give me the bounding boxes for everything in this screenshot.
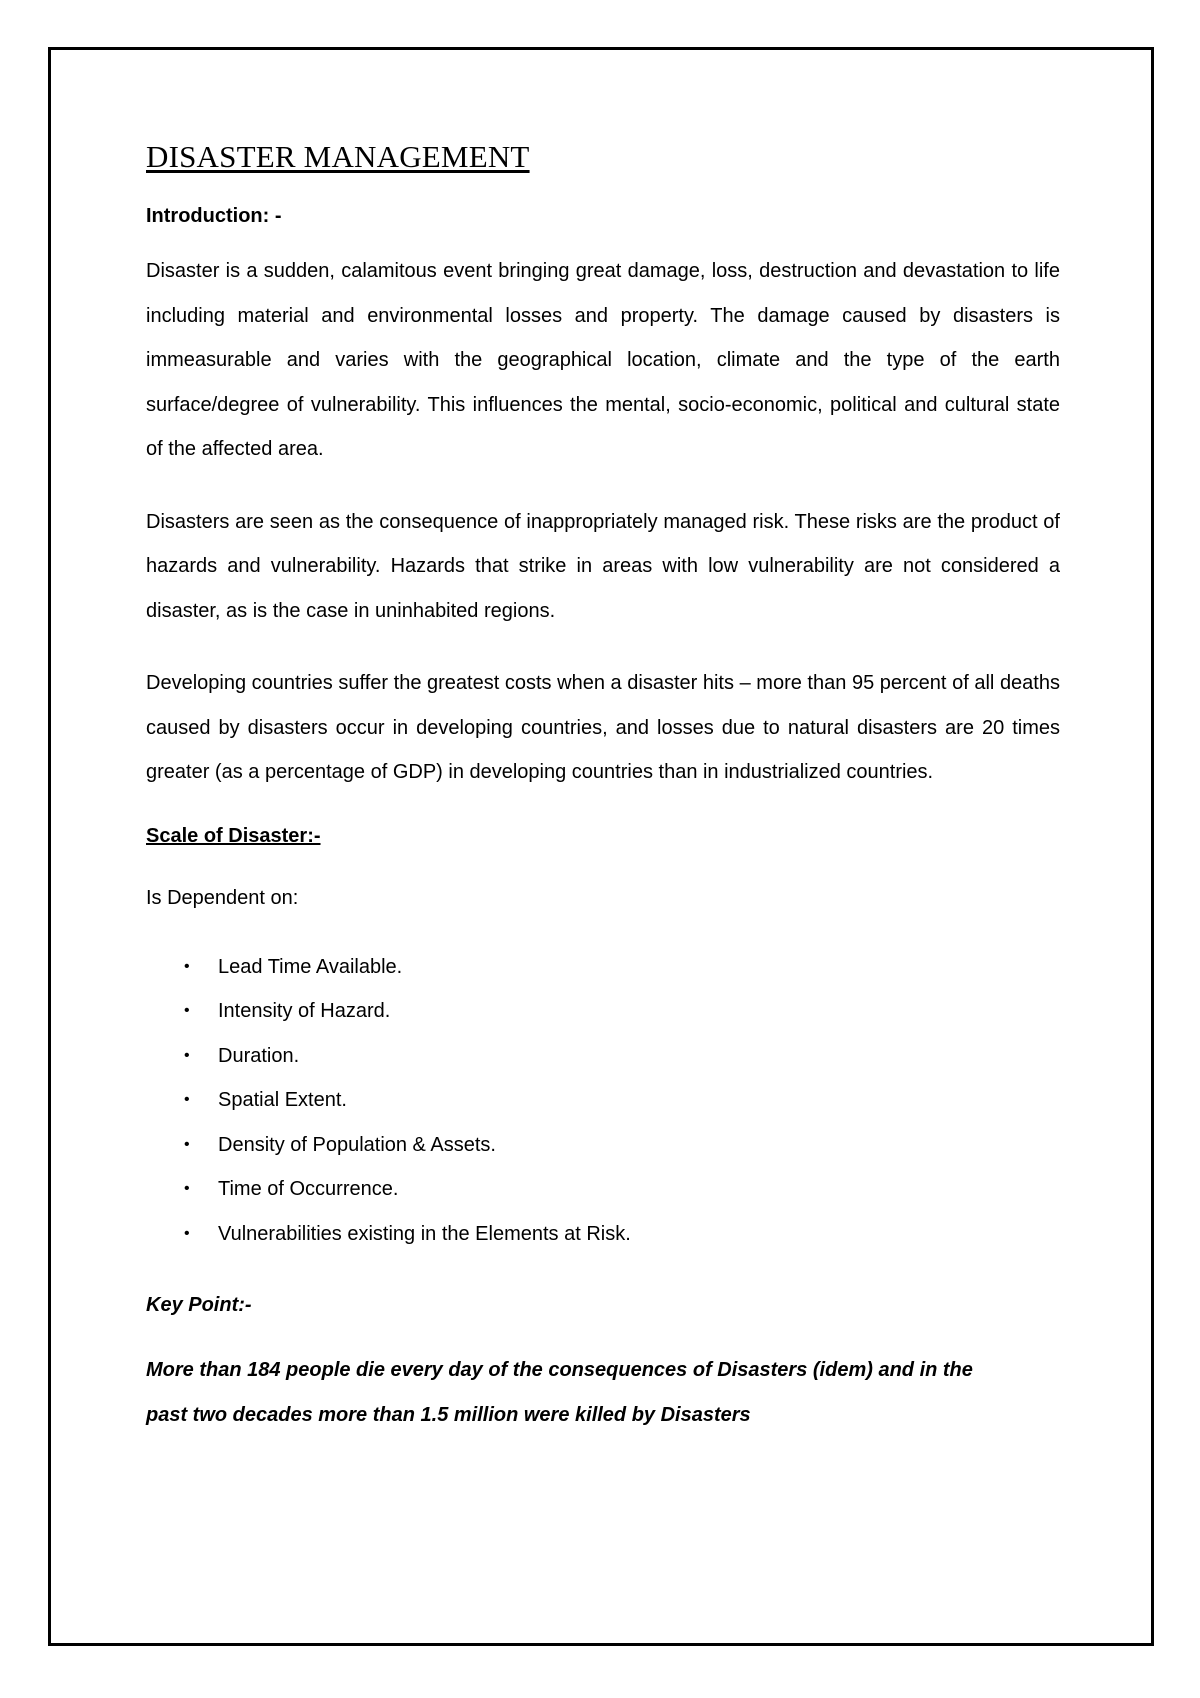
key-point-line-2: past two decades more than 1.5 million were killed by Disasters [146, 1403, 751, 1426]
bullet-icon: • [184, 1224, 190, 1242]
list-item-text: Duration. [218, 1044, 300, 1067]
list-item-text: Vulnerabilities existing in the Elements at Risk. [218, 1222, 631, 1245]
bullet-icon: • [184, 1135, 190, 1153]
factor-list [146, 945, 1060, 1257]
list-item [146, 1123, 1060, 1168]
key-point-text [146, 1348, 1046, 1437]
list-item-text: Time of Occurrence. [218, 1178, 399, 1201]
list-item [146, 989, 1060, 1034]
list-item [146, 945, 1060, 990]
bullet-icon: • [184, 1091, 190, 1109]
bullet-icon: • [184, 1180, 190, 1198]
introduction-heading: Introduction: - [146, 205, 282, 228]
bullet-icon: • [184, 957, 190, 975]
list-item-text: Density of Population & Assets. [218, 1133, 496, 1156]
paragraph-definition: Disaster is a sudden, calamitous event bringing great damage, loss, destruction and devastation to life including material and environmental losses and property. The damage caused by disasters is immeasurable and varies with the geographical location, climate and the type of the earth surface/degree of vulnerability. This influences the mental, socio-economic, political and cultural state of the affected area. [146, 260, 1060, 461]
dependent-on-label: Is Dependent on: [146, 886, 299, 909]
scale-of-disaster-heading: Scale of Disaster:- [146, 824, 321, 847]
list-item [146, 1078, 1060, 1123]
key-point-heading: Key Point:- [146, 1294, 252, 1317]
paragraph-developing-countries: Developing countries suffer the greatest costs when a disaster hits – more than 95 percent of all deaths caused by disasters occur in developing countries, and losses due to natural disasters are 20 times greater (as a percentage of GDP) in developing countries than in industrialized countries. [146, 672, 1060, 784]
paragraph-risk: Disasters are seen as the consequence of inappropriately managed risk. These risks are the product of hazards and vulnerability. Hazards that strike in areas with low vulnerability are not considered a disaster, as is the case in uninhabited regions. [146, 510, 1060, 622]
list-item-text: Spatial Extent. [218, 1089, 347, 1112]
list-item [146, 1034, 1060, 1079]
list-item [146, 1167, 1060, 1212]
key-point-line-1: More than 184 people die every day of the consequences of Disasters (idem) and in the [146, 1359, 973, 1382]
bullet-icon: • [184, 1046, 190, 1064]
list-item-text: Intensity of Hazard. [218, 1000, 391, 1023]
list-item-text: Lead Time Available. [218, 955, 403, 978]
document-title: DISASTER MANAGEMENT [146, 139, 530, 174]
bullet-icon: • [184, 1002, 190, 1020]
document-body [146, 138, 1060, 1437]
list-item [146, 1212, 1060, 1257]
